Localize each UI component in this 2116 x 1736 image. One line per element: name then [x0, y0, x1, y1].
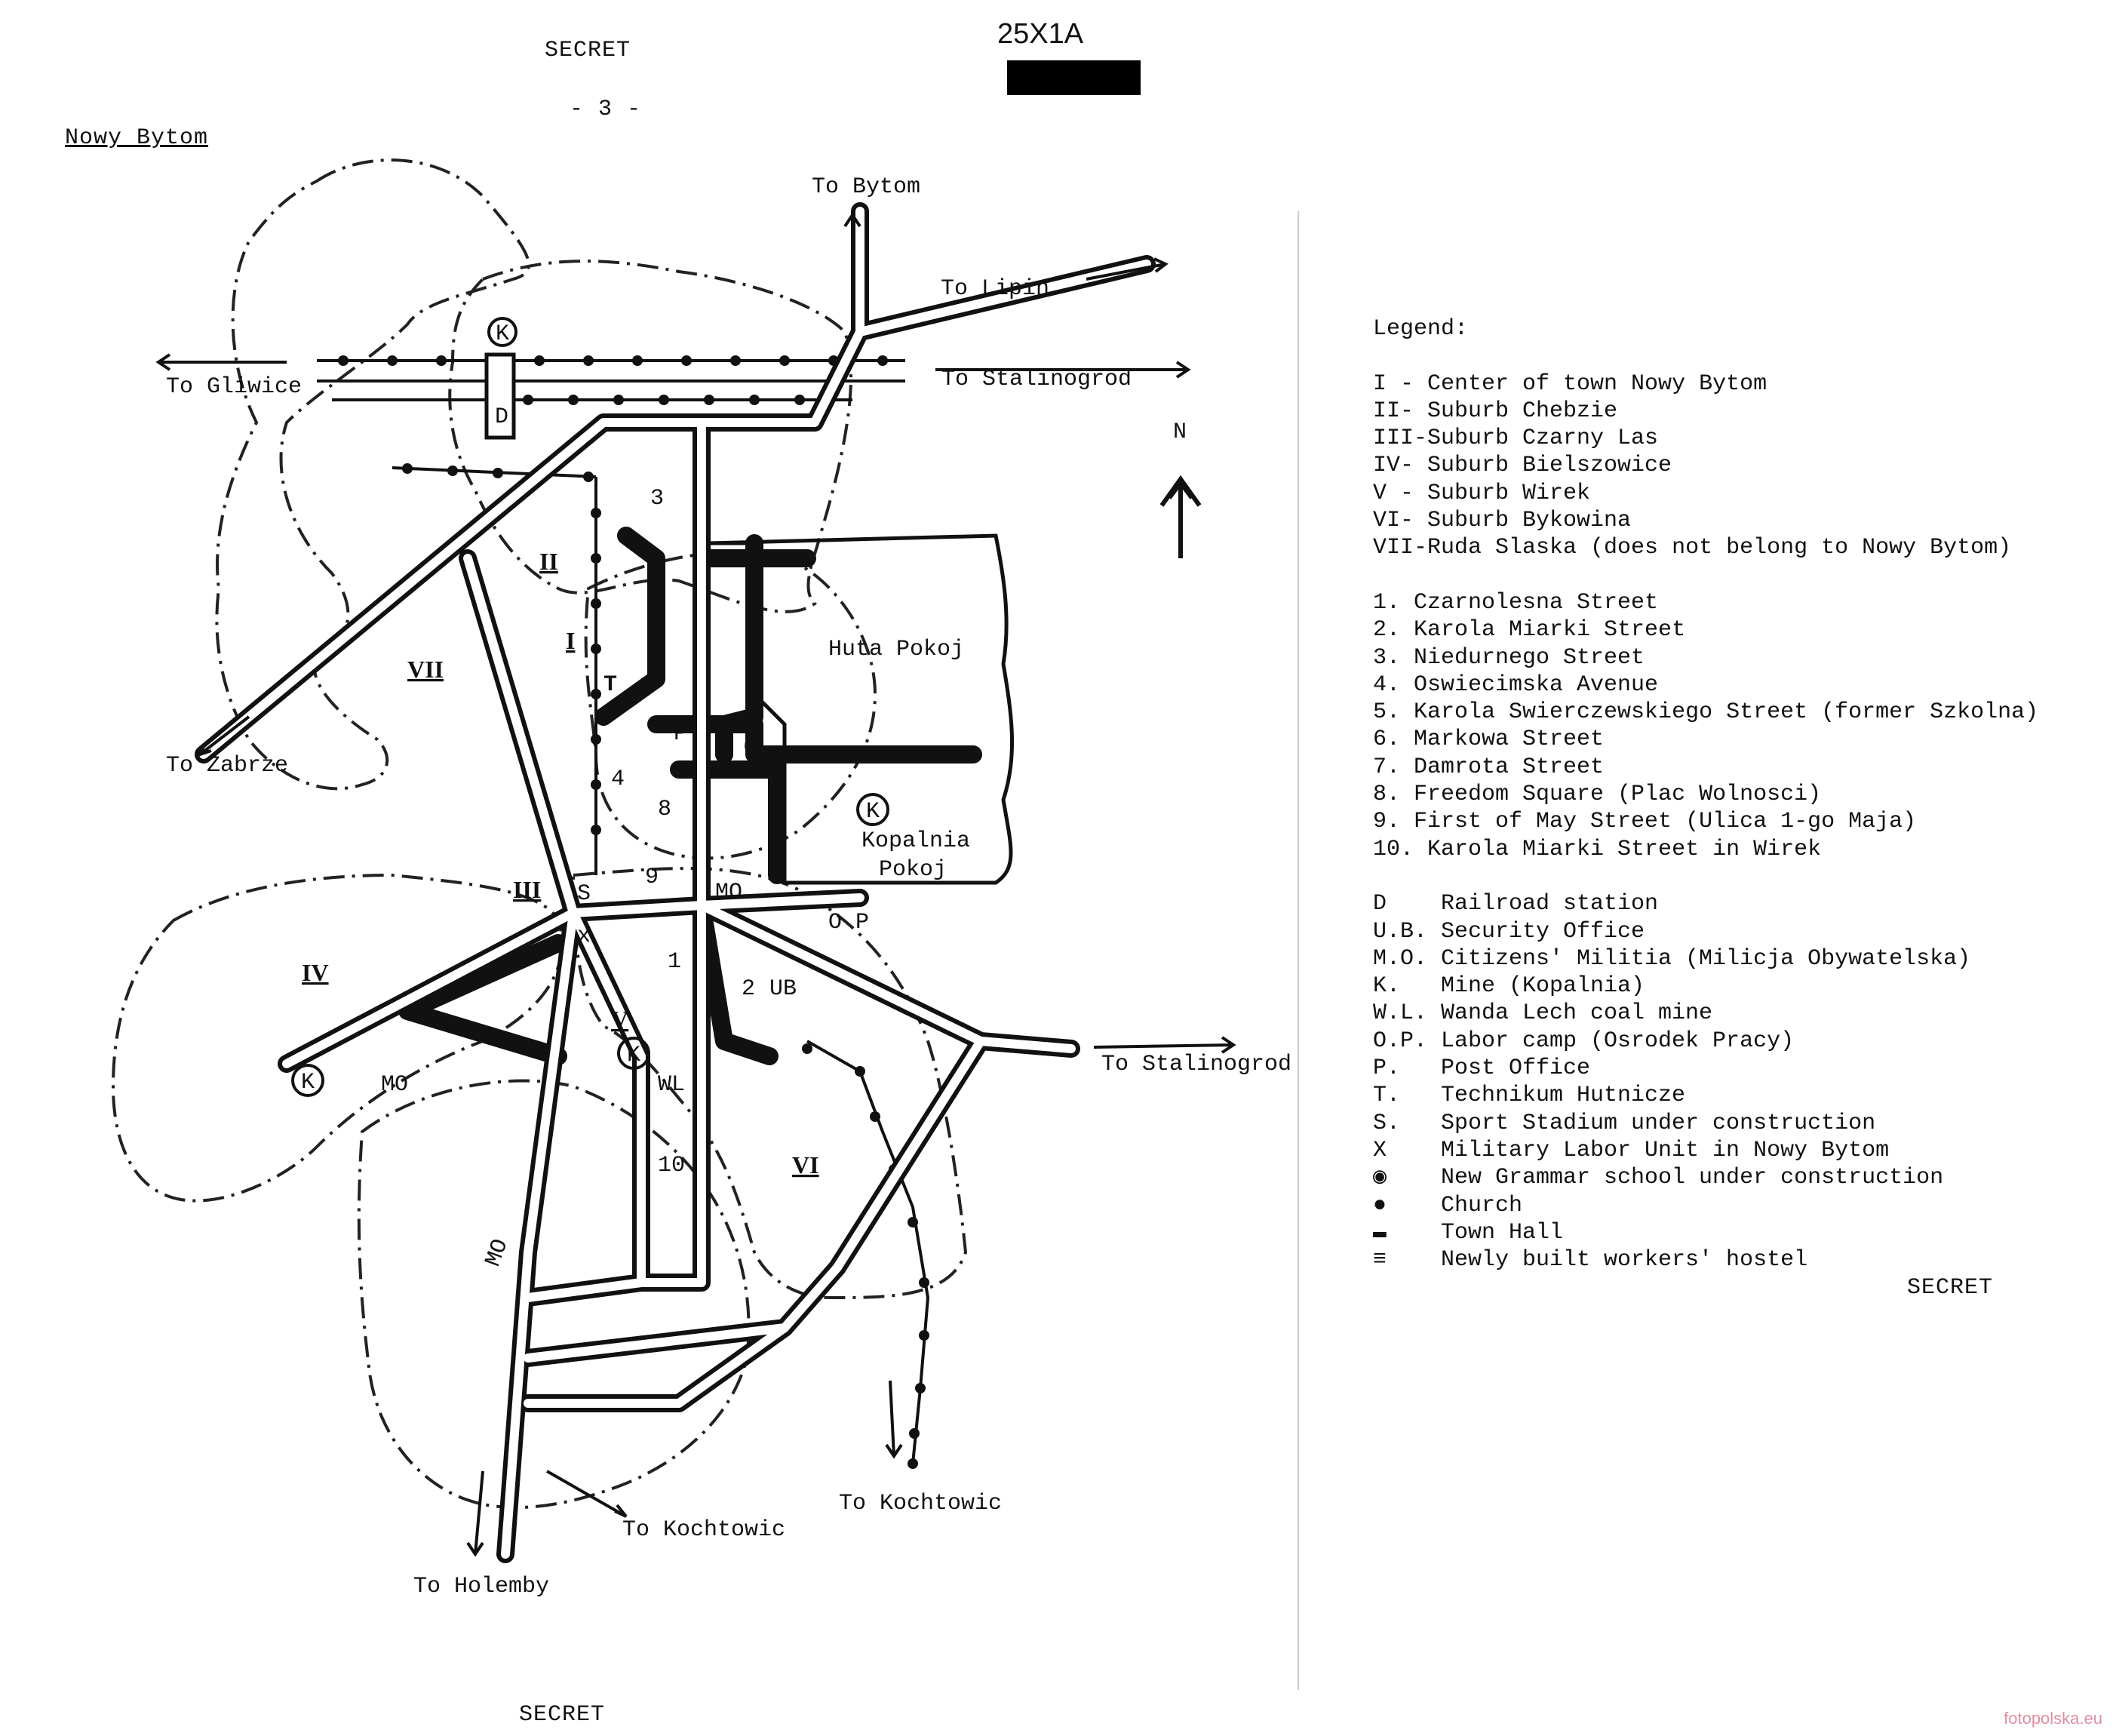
district-label-VI: VI: [792, 1151, 819, 1178]
street-number-1: 1: [668, 949, 682, 975]
legend-symbol-d: [1373, 890, 2038, 917]
street-number-8: 8: [658, 797, 672, 822]
label-to-stalinogrod-right: To Stalinogrod: [1101, 1052, 1292, 1077]
legend-key: S.: [1373, 1110, 1401, 1136]
legend-district-2: II- Suburb Chebzie: [1373, 398, 1618, 424]
legend-desc: Military Labor Unit in Nowy Bytom: [1441, 1137, 1890, 1163]
street-number-6: 6: [743, 735, 757, 760]
label-x: x: [577, 923, 591, 949]
legend-symbol-wl: [1373, 1000, 2038, 1027]
school-icon: ◉: [1373, 1165, 1387, 1191]
label-street-4: 4: [611, 767, 625, 792]
label-to-zabrze: To Zabrze: [166, 753, 289, 779]
label-to-gliwice: To Gliwice: [166, 374, 303, 400]
legend-street-3: 3. Niedurnego Street: [1373, 644, 1645, 671]
legend-symbol-school: [1373, 1164, 2038, 1191]
legend-street-4: 4. Oswiecimska Avenue: [1373, 671, 1659, 698]
legend-symbol-mo: [1373, 945, 2038, 972]
legend-desc: Post Office: [1441, 1055, 1591, 1082]
legend-symbol-s: [1373, 1110, 2038, 1137]
legend-key: U.B.: [1373, 918, 1428, 945]
district-label-V: V: [611, 1006, 629, 1033]
label-wl: WL: [658, 1072, 686, 1098]
legend-desc: Citizens' Militia (Milicja Obywatelska): [1441, 945, 1971, 972]
label-op: O P: [828, 910, 870, 936]
legend-desc: Town Hall: [1441, 1219, 1564, 1246]
legend-street-1: 1. Czarnolesna Street: [1373, 589, 1659, 616]
legend-desc: New Grammar school under construction: [1441, 1165, 1944, 1191]
legend-street-8: 8. Freedom Square (Plac Wolnosci): [1373, 782, 1822, 808]
district-label-III: III: [513, 876, 542, 903]
legend-district-5: V - Suburb Wirek: [1373, 480, 1591, 506]
legend-symbol-hostel: [1373, 1246, 2038, 1274]
label-mo-road: MO: [481, 1235, 514, 1271]
legend-street-10: 10. Karola Miarki Street in Wirek: [1373, 836, 1822, 862]
legend-symbol-ub: [1373, 918, 2038, 945]
legend-symbol-town-hall: [1373, 1219, 2038, 1246]
north-label: N: [1173, 419, 1187, 445]
street-number-10: 10: [658, 1153, 686, 1178]
legend-key: P.: [1373, 1055, 1401, 1082]
watermark: fotopolska.eu: [2004, 1709, 2102, 1728]
district-label-II: II: [539, 548, 558, 575]
map-title: Nowy Bytom: [65, 125, 209, 151]
legend-district-4: IV- Suburb Bielszowice: [1373, 453, 1672, 479]
legend: [1373, 315, 2038, 1274]
page-fold-line: [1298, 211, 1299, 1690]
label-k-kopalnia: K: [866, 799, 880, 825]
legend-symbol-church: [1373, 1192, 2038, 1219]
street-number-2: 2: [742, 976, 756, 1002]
label-mo-left: MO: [381, 1072, 409, 1098]
legend-desc: Railroad station: [1441, 891, 1659, 917]
label-k-top: K: [496, 321, 510, 347]
legend-key: O.P.: [1373, 1028, 1428, 1054]
legend-street-7: 7. Damrota Street: [1373, 754, 1605, 780]
label-to-holemby: To Holemby: [413, 1574, 550, 1599]
legend-street-6: 6. Markowa Street: [1373, 727, 1605, 753]
document-code: 25X1A: [997, 18, 1084, 50]
legend-district-7: VII-Ruda Slaska (does not belong to Nowy Bytom): [1373, 535, 2012, 561]
legend-desc: Security Office: [1441, 918, 1645, 945]
legend-district-6: VI- Suburb Bykowina: [1373, 508, 1632, 534]
legend-key: X: [1373, 1137, 1387, 1163]
classification-bottom: SECRET: [519, 1702, 606, 1728]
label-s: S: [577, 881, 591, 907]
classification-legend-bottom: SECRET: [1907, 1275, 1994, 1301]
legend-district-3: III-Suburb Czarny Las: [1373, 426, 1659, 452]
legend-key: T.: [1373, 1083, 1401, 1109]
label-to-bytom: To Bytom: [812, 174, 921, 200]
legend-desc: Sport Stadium under construction: [1441, 1110, 1876, 1136]
legend-street-9: 9. First of May Street (Ulica 1-go Maja): [1373, 809, 1917, 835]
label-ub: UB: [769, 976, 797, 1002]
label-d: D: [495, 404, 509, 430]
label-huta-pokoj: Huta Pokoj: [828, 637, 965, 662]
legend-symbol-t: [1373, 1082, 2038, 1109]
label-pokoj: Pokoj: [879, 857, 947, 883]
legend-key: K.: [1373, 973, 1401, 1000]
legend-desc: Mine (Kopalnia): [1441, 973, 1645, 1000]
label-to-kochtowic-right: To Kochtowic: [839, 1491, 1003, 1516]
legend-key: M.O.: [1373, 945, 1428, 972]
street-number-3: 3: [650, 486, 665, 512]
legend-key: W.L.: [1373, 1000, 1428, 1027]
label-kopalnia: Kopalnia: [861, 828, 971, 854]
legend-key: D: [1373, 891, 1387, 917]
label-to-stalinogrod-top: To Stalinogrod: [941, 367, 1132, 392]
legend-desc: Newly built workers' hostel: [1441, 1247, 1808, 1274]
legend-street-5: 5. Karola Swierczewskiego Street (former Szkolna): [1373, 699, 2039, 726]
town-hall-icon: ▬: [1373, 1219, 1387, 1246]
district-label-IV: IV: [302, 959, 329, 986]
legend-desc: Wanda Lech coal mine: [1441, 1000, 1713, 1027]
legend-desc: Technikum Hutnicze: [1441, 1083, 1686, 1109]
legend-desc: Labor camp (Osrodek Pracy): [1441, 1028, 1795, 1054]
legend-symbol-x: [1373, 1137, 2038, 1164]
label-k-wirek: K: [627, 1043, 641, 1068]
legend-title: Legend:: [1373, 316, 1469, 342]
label-p: P: [674, 721, 688, 747]
legend-district-1: I - Center of town Nowy Bytom: [1373, 370, 1767, 397]
north-arrow: [1162, 479, 1199, 558]
legend-symbol-p: [1373, 1055, 2038, 1082]
district-label-VII: VII: [407, 656, 444, 683]
label-mo-center: MO: [715, 880, 743, 905]
street-number-5: 5: [639, 674, 653, 700]
label-to-lipin: To Lipin: [941, 276, 1050, 302]
hostel-icon: ≡: [1373, 1247, 1387, 1274]
label-to-kochtowic-left: To Kochtowic: [622, 1517, 786, 1543]
district-label-I: I: [566, 627, 576, 654]
roads: [204, 211, 1147, 1554]
church-icon: ●: [1373, 1192, 1387, 1218]
label-k-left: K: [301, 1070, 315, 1095]
label-t: T: [603, 672, 618, 698]
classification-top: SECRET: [545, 38, 631, 63]
legend-desc: Church: [1441, 1192, 1523, 1218]
legend-symbol-k: [1373, 972, 2038, 1000]
legend-street-2: 2. Karola Miarki Street: [1373, 617, 1686, 644]
street-number-9: 9: [645, 865, 659, 890]
legend-symbol-op: [1373, 1028, 2038, 1055]
page-number: - 3 -: [570, 97, 642, 122]
